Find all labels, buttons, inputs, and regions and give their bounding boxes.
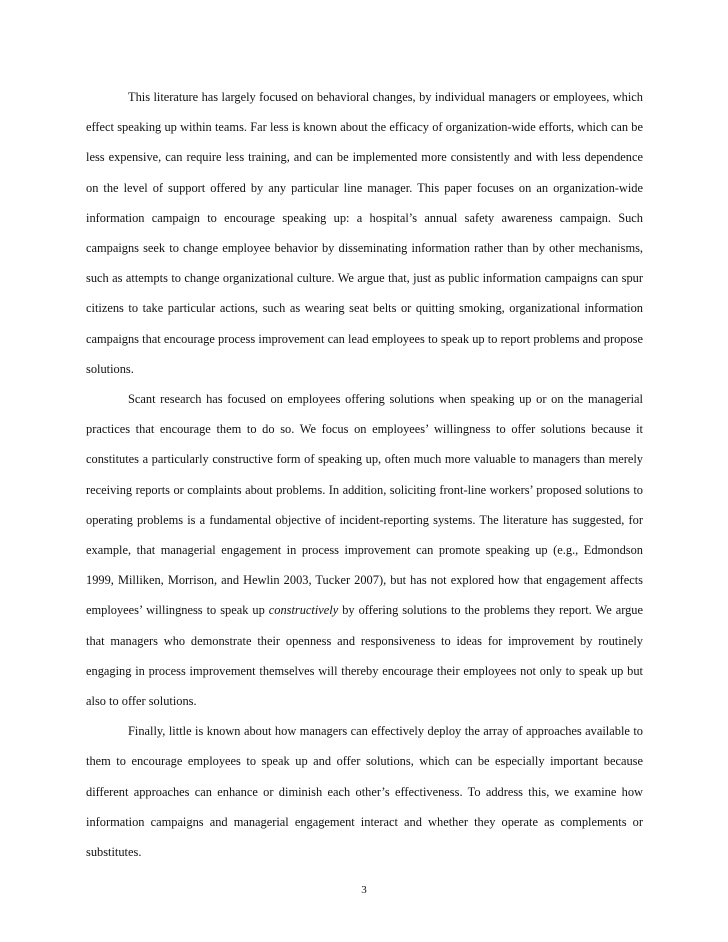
- paragraph-3-text: Finally, little is known about how managers can effectively deploy the array of approaches available to them to encourage employees to speak up and offer solutions, which can be especially important because different approaches can enhance or diminish each other’s effectiveness. To address this, we examine how information campaigns and managerial engagement interact and whether they operate as complements or substitutes.: [86, 724, 643, 860]
- page-number: 3: [361, 884, 367, 896]
- paragraph-3: [86, 716, 643, 867]
- paragraph-2: [86, 384, 643, 716]
- page-body: [86, 82, 643, 867]
- paragraph-2-text-start: Scant research has focused on employees offering solutions when speaking up or on the managerial practices that encourage them to do so. We focus on employees’ willingness to offer solutions because it constitutes a particularly constructive form of speaking up, often much more valuable to managers than merely receiving reports or complaints about problems. In addition, soliciting front-line workers’ proposed solutions to operating problems is a fundamental objective of incident-reporting systems. The literature has suggested, for example, that managerial engagement in process improvement can promote speaking up (e.g., Edmondson 1999, Milliken, Morrison, and Hewlin 2003, Tucker 2007), but has not explored how that engagement affects employees’ willingness to speak up: [86, 392, 643, 618]
- paragraph-2-text-end: by offering solutions to the problems they report. We argue that managers who demonstrate their openness and responsiveness to ideas for improvement by routinely engaging in process improvement themselves will thereby encourage their employees not only to speak up but also to offer solutions.: [86, 603, 643, 709]
- paragraph-1-text: This literature has largely focused on behavioral changes, by individual managers or employees, which effect speaking up within teams. Far less is known about the efficacy of organization-wide efforts, which can be less expensive, can require less training, and can be implemented more consistently and with less dependence on the level of support offered by any particular line manager. This paper focuses on an organization-wide information campaign to encourage speaking up: a hospital’s annual safety awareness campaign. Such campaigns seek to change employee behavior by disseminating information rather than by other mechanisms, such as attempts to change organizational culture. We argue that, just as public information campaigns can spur citizens to take particular actions, such as wearing seat belts or quitting smoking, organizational information campaigns that encourage process improvement can lead employees to speak up to report problems and propose solutions.: [86, 90, 643, 376]
- paragraph-2-emphasis: constructively: [268, 603, 339, 618]
- paragraph-1: [86, 82, 643, 384]
